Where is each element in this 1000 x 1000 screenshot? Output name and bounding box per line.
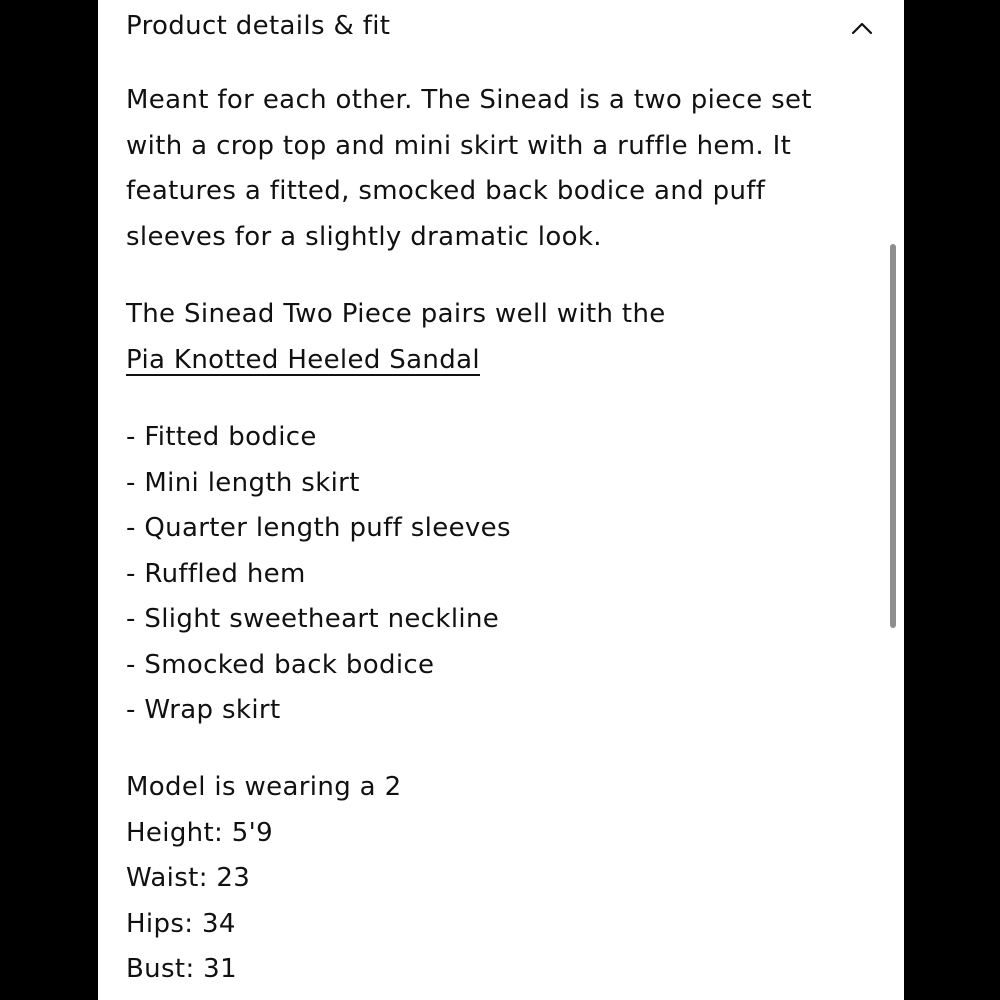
product-details-accordion-header[interactable] bbox=[126, 6, 876, 46]
feature-item: - Quarter length puff sleeves bbox=[126, 513, 511, 543]
feature-list bbox=[126, 415, 511, 734]
model-info-line: Model is wearing a 2 bbox=[126, 772, 402, 802]
pairing-paragraph bbox=[126, 292, 666, 383]
model-info-line: Hips: 34 bbox=[126, 908, 236, 939]
chevron-up-icon[interactable] bbox=[850, 20, 874, 36]
description-line: with a crop top and mini skirt with a ruffle hem. It bbox=[126, 130, 792, 161]
pairing-line bbox=[126, 338, 666, 384]
accordion-title: Product details & fit bbox=[126, 11, 391, 41]
model-info-line: Bust: 31 bbox=[126, 954, 237, 984]
model-info bbox=[126, 765, 401, 993]
feature-item: - Ruffled hem bbox=[126, 558, 306, 589]
product-details-panel bbox=[98, 0, 904, 1000]
scrollbar-thumb[interactable] bbox=[890, 244, 896, 628]
product-description bbox=[126, 78, 812, 260]
feature-item: - Mini length skirt bbox=[126, 467, 360, 498]
feature-item: - Slight sweetheart neckline bbox=[126, 604, 500, 634]
model-info-line: Waist: 23 bbox=[126, 863, 251, 893]
feature-item: - Wrap skirt bbox=[126, 695, 281, 725]
pairing-text: The Sinead Two Piece pairs well with the bbox=[126, 299, 666, 329]
description-line: Meant for each other. The Sinead is a two piece set bbox=[126, 85, 812, 115]
model-info-line: Height: 5'9 bbox=[126, 817, 274, 848]
description-line: features a fitted, smocked back bodice and puff bbox=[126, 176, 766, 206]
pia-knotted-heeled-sandal-link[interactable]: Pia Knotted Heeled Sandal bbox=[126, 344, 480, 375]
feature-item: - Fitted bodice bbox=[126, 422, 317, 452]
description-line: sleeves for a slightly dramatic look. bbox=[126, 221, 602, 252]
feature-item: - Smocked back bodice bbox=[126, 649, 435, 680]
